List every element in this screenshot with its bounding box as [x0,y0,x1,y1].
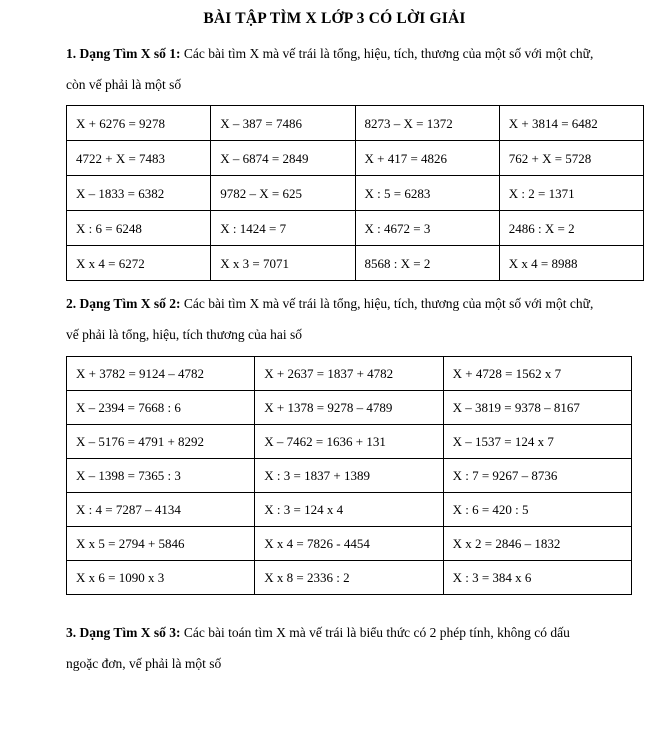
table-cell: X x 8 = 2336 : 2 [255,561,443,595]
table-row [67,357,632,391]
table-cell: X + 3782 = 9124 – 4782 [67,357,255,391]
table-cell: X x 4 = 7826 - 4454 [255,527,443,561]
table-cell: X : 7 = 9267 – 8736 [443,459,631,493]
table-1-body [67,106,644,281]
table-cell: 8273 – X = 1372 [355,106,499,141]
table-cell: X – 2394 = 7668 : 6 [67,391,255,425]
table-cell: X x 3 = 7071 [211,246,355,281]
table-cell: X – 6874 = 2849 [211,141,355,176]
table-row [67,459,632,493]
table-cell: X : 3 = 124 x 4 [255,493,443,527]
table-row [67,425,632,459]
table-row [67,246,644,281]
section-2-description: Các bài tìm X mà vế trái là tổng, hiệu, tích, thương của một số với một chữ, vế phải là tổng, hiệu, tích thương của hai số [66,296,594,343]
table-cell: X + 6276 = 9278 [67,106,211,141]
table-row [67,176,644,211]
table-cell: X + 3814 = 6482 [499,106,643,141]
table-row [67,561,632,595]
table-cell: X : 3 = 1837 + 1389 [255,459,443,493]
section-1-lead: 1. Dạng Tìm X số 1: [66,46,181,62]
table-cell: X : 6 = 6248 [67,211,211,246]
table-row [67,106,644,141]
table-cell: 9782 – X = 625 [211,176,355,211]
page-title: BÀI TẬP TÌM X LỚP 3 CÓ LỜI GIẢI [203,10,466,27]
table-cell: 4722 + X = 7483 [67,141,211,176]
section-heading-3 [66,617,603,679]
table-cell: X + 417 = 4826 [355,141,499,176]
table-cell: 762 + X = 5728 [499,141,643,176]
section-heading-2 [66,288,603,350]
table-cell: X – 5176 = 4791 + 8292 [67,425,255,459]
table-cell: X + 4728 = 1562 x 7 [443,357,631,391]
table-cell: X : 4672 = 3 [355,211,499,246]
exercises-table-type-2 [66,356,632,595]
table-cell: X x 4 = 6272 [67,246,211,281]
table-row [67,211,644,246]
table-row [67,493,632,527]
table-cell: X x 2 = 2846 – 1832 [443,527,631,561]
section-heading-1 [66,38,603,100]
table-cell: X x 4 = 8988 [499,246,643,281]
table-cell: X : 1424 = 7 [211,211,355,246]
table-cell: X x 6 = 1090 x 3 [67,561,255,595]
table-cell: X – 1398 = 7365 : 3 [67,459,255,493]
table-cell: 2486 : X = 2 [499,211,643,246]
exercises-table-type-1 [66,105,644,281]
table-cell: X : 3 = 384 x 6 [443,561,631,595]
table-row [67,391,632,425]
table-cell: X : 2 = 1371 [499,176,643,211]
table-cell: X – 387 = 7486 [211,106,355,141]
section-2-lead: 2. Dạng Tìm X số 2: [66,296,181,312]
table-cell: X – 1833 = 6382 [67,176,211,211]
table-cell: X – 7462 = 1636 + 131 [255,425,443,459]
table-2-body [67,357,632,595]
section-1-description: Các bài tìm X mà vế trái là tổng, hiệu, tích, thương của một số với một chữ, còn vế phải là một số [66,46,594,93]
table-cell: X + 2637 = 1837 + 4782 [255,357,443,391]
section-3-lead: 3. Dạng Tìm X số 3: [66,625,181,641]
section-3-description: Các bài toán tìm X mà vế trái là biểu thức có 2 phép tính, không có dấu ngoặc đơn, vế phải là một số [66,625,570,672]
table-cell: X : 5 = 6283 [355,176,499,211]
table-cell: X x 5 = 2794 + 5846 [67,527,255,561]
table-cell: X : 6 = 420 : 5 [443,493,631,527]
table-cell: X – 1537 = 124 x 7 [443,425,631,459]
table-row [67,527,632,561]
table-row [67,141,644,176]
table-cell: 8568 : X = 2 [355,246,499,281]
table-cell: X + 1378 = 9278 – 4789 [255,391,443,425]
table-cell: X – 3819 = 9378 – 8167 [443,391,631,425]
table-cell: X : 4 = 7287 – 4134 [67,493,255,527]
